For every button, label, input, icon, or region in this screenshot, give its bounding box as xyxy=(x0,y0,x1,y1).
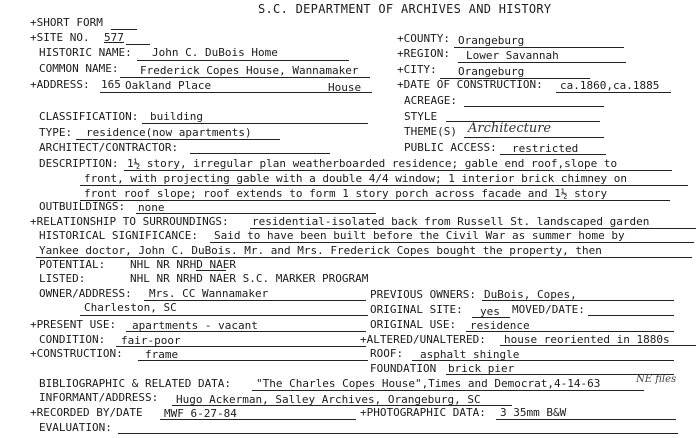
region-label: +REGION: xyxy=(397,47,450,60)
original-site-label: ORIGINAL SITE: xyxy=(370,303,463,316)
common-name-rule xyxy=(120,77,370,78)
region-rule xyxy=(458,62,626,63)
site-no-rule xyxy=(126,44,150,45)
common-name-value: Frederick Copes House, Wannamaker xyxy=(140,64,359,77)
acreage-rule xyxy=(464,106,604,107)
construction-label: +CONSTRUCTION: xyxy=(30,347,123,360)
biblio-note: NE files xyxy=(636,374,677,385)
description-rule-2 xyxy=(80,185,688,186)
architect-label: ARCHITECT/CONTRACTOR: xyxy=(39,141,179,154)
informant-value: Hugo Ackerman, Salley Archives, Orangeburg, SC xyxy=(176,393,481,406)
biblio-rule xyxy=(252,390,644,391)
city-label: +CITY: xyxy=(397,63,437,76)
listed-options: NHL NR NRHD NAER S.C. MARKER PROGRAM xyxy=(130,272,369,285)
altered-value: house reoriented in 1880s xyxy=(504,333,670,346)
relationship-label: +RELATIONSHIP TO SURROUNDINGS: xyxy=(30,215,229,228)
type-rule xyxy=(76,139,280,140)
county-label: +COUNTY: xyxy=(397,32,450,45)
construction-rule xyxy=(138,360,368,361)
themes-label: THEME(S) xyxy=(404,125,457,138)
photo-label: +PHOTOGRAPHIC DATA: xyxy=(360,406,486,419)
moved-date-rule xyxy=(588,315,674,316)
moved-date-label: MOVED/DATE: xyxy=(512,303,585,316)
public-access-value: restricted xyxy=(512,142,579,155)
potential-label: POTENTIAL: xyxy=(39,258,106,271)
address-number: 165 xyxy=(101,78,121,91)
potential-nrhd-underline xyxy=(196,270,226,271)
historic-name-label: HISTORIC NAME: xyxy=(39,46,132,59)
significance-label: HISTORICAL SIGNIFICANCE: xyxy=(39,229,198,242)
outbuildings-label: OUTBUILDINGS: xyxy=(39,200,126,213)
type-value: residence(now apartments) xyxy=(86,126,252,139)
description-label: DESCRIPTION: xyxy=(39,157,119,170)
type-label: TYPE: xyxy=(39,126,73,139)
significance-rule-1 xyxy=(210,242,694,243)
original-site-value: yes xyxy=(480,305,500,318)
potential-options: NHL NR NRHD NAER xyxy=(130,258,236,271)
foundation-label: FOUNDATION xyxy=(370,362,437,375)
description-line-1: 1½ story, irregular plan weatherboarded residence; gable end roof,slope to xyxy=(127,157,618,170)
recorded-rule xyxy=(160,419,356,420)
roof-rule xyxy=(412,360,674,361)
previous-owners-value: DuBois, Copes, xyxy=(484,288,577,301)
photo-rule xyxy=(496,419,676,420)
photo-value: 3 35mm B&W xyxy=(500,406,567,419)
listed-label: LISTED: xyxy=(39,272,86,285)
owner-rule-2 xyxy=(80,315,368,316)
date-rule xyxy=(556,92,671,93)
address-label: +ADDRESS: xyxy=(30,78,90,91)
date-value: ca.1860,ca.1885 xyxy=(560,79,660,92)
condition-rule xyxy=(116,346,366,347)
short-form-rule xyxy=(111,29,137,30)
description-line-3: front roof slope; roof extends to form 1 story porch across facade and 1½ story xyxy=(84,187,608,200)
acreage-label: ACREAGE: xyxy=(404,94,457,107)
informant-label: INFORMANT/ADDRESS: xyxy=(39,391,159,404)
county-rule xyxy=(454,47,624,48)
roof-value: asphalt shingle xyxy=(420,348,520,361)
site-no-value: 577 xyxy=(104,31,124,44)
county-value: Orangeburg xyxy=(458,34,525,47)
address-rule xyxy=(100,92,372,93)
recorded-label: +RECORDED BY/DATE xyxy=(30,406,143,419)
owner-line-2: Charleston, SC xyxy=(84,301,177,314)
roof-label: ROOF: xyxy=(370,347,404,360)
original-use-label: ORIGINAL USE: xyxy=(370,318,457,331)
original-use-value: residence xyxy=(470,319,530,332)
foundation-value: brick pier xyxy=(448,362,515,375)
relationship-value: residential-isolated back from Russell St. landscaped garden xyxy=(252,215,650,228)
description-line-2: front, with projecting gable with a double 4/4 window; 1 interior brick chimney on xyxy=(84,172,628,185)
date-label: +DATE OF CONSTRUCTION: xyxy=(397,78,543,91)
present-use-label: +PRESENT USE: xyxy=(30,318,117,331)
evaluation-label: EVALUATION: xyxy=(39,421,112,434)
historic-name-rule xyxy=(137,60,349,61)
evaluation-rule xyxy=(118,433,678,434)
condition-value: fair-poor xyxy=(121,334,181,347)
owner-label: OWNER/ADDRESS: xyxy=(39,287,132,300)
form-title: S.C. DEPARTMENT OF ARCHIVES AND HISTORY xyxy=(258,2,552,16)
present-use-rule xyxy=(126,331,366,332)
classification-label: CLASSIFICATION: xyxy=(39,110,139,123)
significance-line-1: Said to have been built before the Civil War as summer home by xyxy=(214,229,625,242)
site-no-label: +SITE NO. xyxy=(30,31,90,44)
short-form-label: +SHORT FORM xyxy=(30,16,103,29)
previous-owners-rule xyxy=(482,300,674,301)
biblio-label: BIBLIOGRAPHIC & RELATED DATA: xyxy=(39,377,232,390)
description-rule-1 xyxy=(124,170,672,171)
classification-rule xyxy=(142,123,368,124)
outbuildings-rule xyxy=(136,213,376,214)
owner-rule-1 xyxy=(144,300,366,301)
public-access-label: PUBLIC ACCESS: xyxy=(404,141,497,154)
address-extra: House xyxy=(328,81,362,94)
biblio-value: "The Charles Copes House",Times and Democrat,4-14-63 xyxy=(256,377,601,390)
common-name-label: COMMON NAME: xyxy=(39,62,119,75)
address-street: Oakland Place xyxy=(125,79,212,92)
classification-value: building xyxy=(150,110,203,123)
present-use-value: apartments - vacant xyxy=(132,319,258,332)
city-value: Orangeburg xyxy=(458,65,525,78)
altered-rule xyxy=(500,345,696,346)
region-value: Lower Savannah xyxy=(466,49,559,62)
previous-owners-label: PREVIOUS OWNERS: xyxy=(370,288,476,301)
public-access-rule xyxy=(500,154,606,155)
original-use-rule xyxy=(466,331,674,332)
construction-value: frame xyxy=(145,348,179,361)
outbuildings-value: none xyxy=(138,201,165,214)
historic-name-value: John C. DuBois Home xyxy=(152,46,278,59)
architect-rule xyxy=(190,153,330,154)
themes-value: Architecture xyxy=(468,121,552,136)
significance-line-2: Yankee doctor, John C. DuBois. Mr. and Mrs. Frederick Copes bought the property, then xyxy=(39,244,602,257)
themes-rule xyxy=(464,137,604,138)
original-site-rule xyxy=(472,317,510,318)
condition-label: CONDITION: xyxy=(39,333,106,346)
owner-line-1: Mrs. CC Wannamaker xyxy=(149,287,269,300)
style-label: STYLE xyxy=(404,110,438,123)
description-rule-3 xyxy=(80,200,670,201)
altered-label: +ALTERED/UNALTERED: xyxy=(360,333,486,346)
recorded-value: MWF 6-27-84 xyxy=(164,407,237,420)
